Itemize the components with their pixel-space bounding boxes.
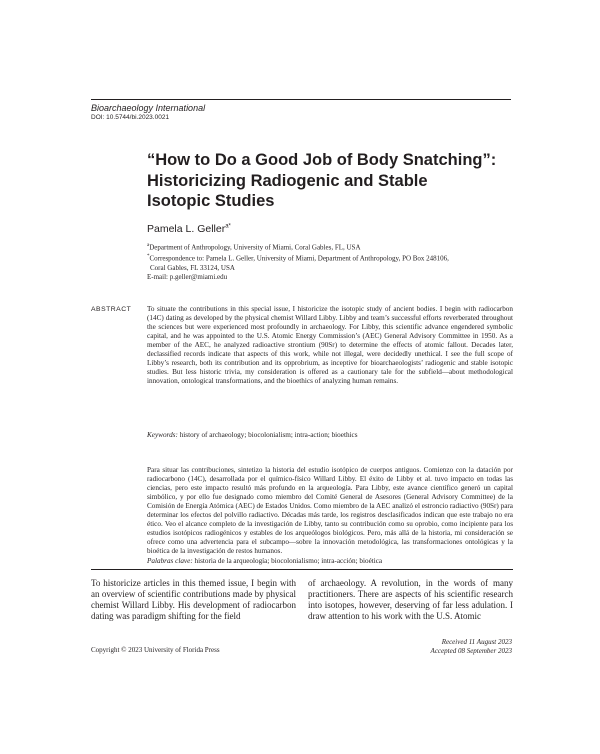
keywords-spanish (147, 557, 513, 566)
copyright: Copyright © 2023 University of Florida Press (91, 646, 220, 654)
correspondence-mark: * (147, 254, 150, 260)
affiliations (147, 241, 517, 282)
body-column-right: of archaeology. A revolution, in the words of many practitioners. There are aspects of his scientific research into isotopes, however, deserving of far less adulation. I draw attention to his work with the U.S. Atomic (308, 578, 513, 621)
keywords-label: Keywords: (147, 431, 178, 439)
affiliation-a-mark: a (147, 243, 150, 248)
journal-header (91, 100, 511, 121)
doi[interactable]: DOI: 10.5744/bi.2023.0021 (91, 114, 170, 121)
author[interactable] (147, 223, 231, 235)
received-date: Received 11 August 2023 (441, 638, 512, 646)
abstract-label: ABSTRACT (91, 306, 132, 313)
author-name: Pamela L. Geller (147, 223, 226, 235)
body-column-left: To historicize articles in this themed issue, I begin with an overview of scientific contributions made by physical chemist Willard Libby. His development of radiocarbon dating was paradigm shifting for the field (91, 578, 296, 621)
keywords-es-text: historia de la arqueología; biocolonialismo; intra-acción; bioética (194, 557, 383, 565)
article-title (147, 150, 517, 212)
title-line-2: Historicizing Radiogenic and Stable (147, 171, 428, 190)
author-marks: a* (225, 223, 231, 230)
email[interactable]: E-mail: p.geller@miami.edu (147, 272, 228, 281)
keywords-text: history of archaeology; biocolonialism; intra-action; bioethics (179, 431, 358, 439)
title-line-3: Isotopic Studies (147, 192, 275, 210)
title-line-1: “How to Do a Good Job of Body Snatching”: (147, 151, 497, 169)
affiliation-a: $^a$Department of Anthropology, University of Miami, Coral Gables, FL, USA (147, 243, 361, 252)
abstract-spanish: Para situar las contribuciones, sintetizo la historia del estudio isotópico de cuerpos antiguos. Comienzo con la datación por radiocarbono (14C), desarrollada por el químico-físico Willard Libby. El éxito de Libby et al. tuvo impacto en todas las ciencias, pero este impacto resultó más profundo en la arqueología. Para Libby, este avance científico generó un capital simbólico, y por ello fue designado como miembro del Comité General de Asesores (General Advisory Committee) de la Comisión de Energía Atómica (AEC) de Estados Unidos. Como miembro de la AEC analizó el estroncio radiactivo (90Sr) para determinar los efectos del polvillo radiactivo. Décadas más tarde, los registros desclasificados indican que este trabajo no era ético. Veo el alcance completo de la investigación de Libby, tanto su contribución como su oprobio, como incipiente para los estudios isotópicos radiogénicos y estables de los arqueólogos biológicos. Pero, más allá de la historia, mi consideración se ofrece como una advertencia para el subcampo—sobre la innovación metodológica, las transformaciones ontológicas y la bioética de la investigación de restos humanos. (147, 466, 513, 555)
correspondence-line-2: Coral Gables, FL 33124, USA (150, 263, 235, 272)
section-divider (91, 569, 513, 570)
abstract-english: To situate the contributions in this special issue, I historicize the isotopic study of ancient bodies. I begin with radiocarbon (14C) dating as developed by the physical chemist Willard Libby. Libby and team’s successful efforts reverberated throughout the sciences but were experienced most profoundly in archaeology. For Libby, this scientific advance engendered symbolic capital, and he was appointed to the U.S. Atomic Energy Commission’s (AEC) General Advisory Committee in 1950. As a member of the AEC, he analyzed radioactive strontium (90Sr) to determine the effects of atomic fallout. Decades later, declassified records indicate that aspects of this work, while not illegal, were decidedly unethical. I see the full scope of Libby’s research, both its contribution and its opprobrium, as inceptive for bioarchaeologists’ radiogenic and stable isotopic studies. But less historic trivia, my consideration is offered as a cautionary tale for the subfield—about methodological innovation, ontological transformations, and the bioethics of analyzing human remains. (147, 305, 513, 385)
keywords-es-label: Palabras clave: (147, 557, 193, 565)
journal-name[interactable]: Bioarchaeology International (91, 103, 206, 113)
keywords (147, 431, 513, 440)
accepted-date: Accepted 08 September 2023 (430, 647, 512, 655)
correspondence: *Correspondence to: Pamela L. Geller, University of Miami, Department of Anthropology, PO Box 248106, (147, 254, 449, 263)
dates (431, 638, 512, 656)
